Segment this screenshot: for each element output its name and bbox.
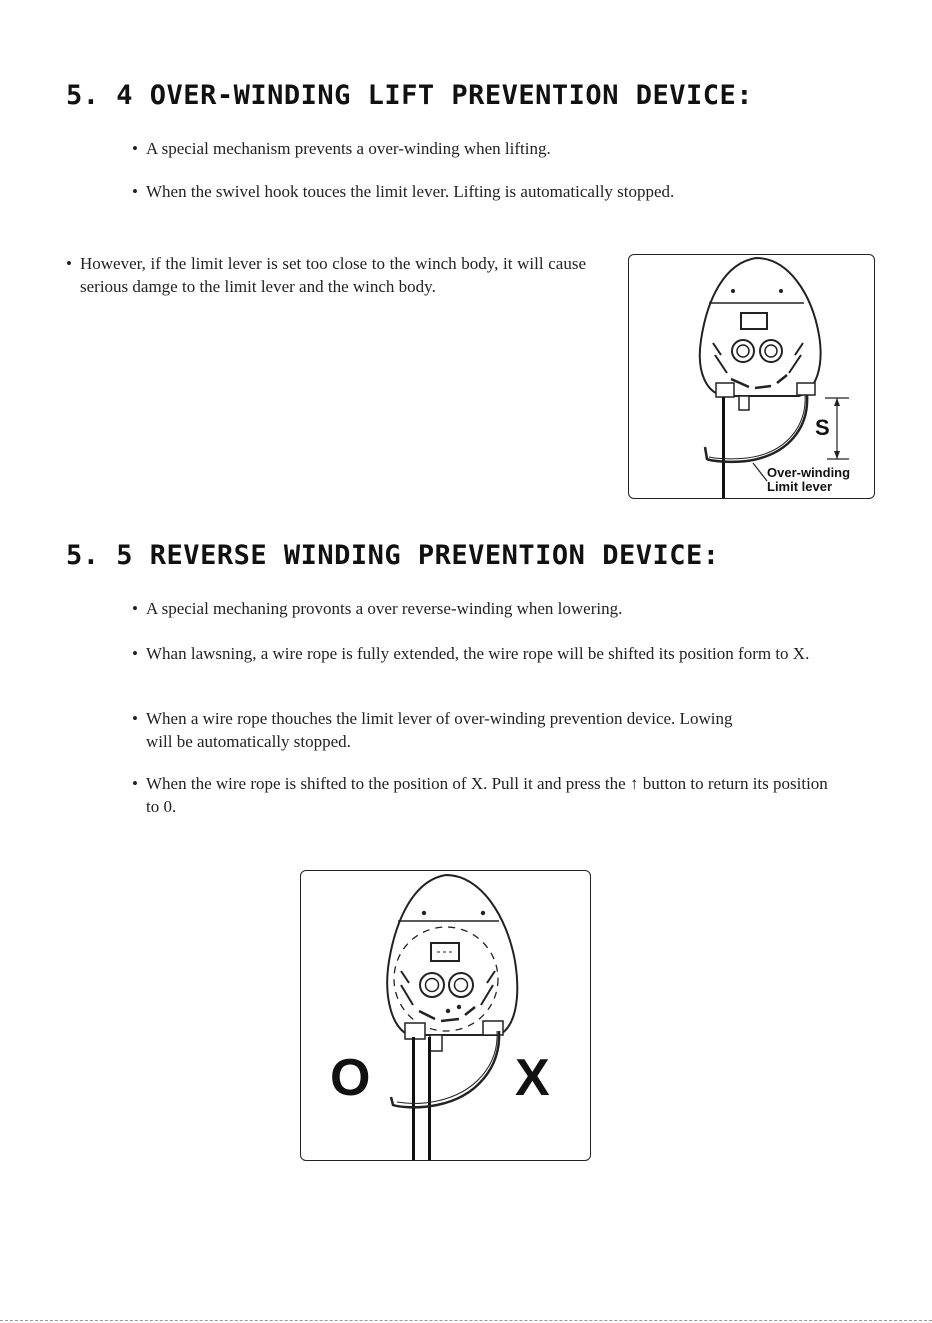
limit-lever	[391, 1031, 499, 1107]
winch-diagram	[629, 255, 874, 498]
section-number: 5. 4	[66, 80, 134, 111]
section-heading-5-4	[66, 80, 753, 111]
bullet-text: Whan lawsning, a wire rope is fully extended, the wire rope will be shifted its position form to X.	[146, 644, 810, 663]
bullet-text: When the wire rope is shifted to the position of X. Pull it and press the ↑ button to return its position to 0.	[146, 774, 828, 816]
bullet-item	[132, 180, 892, 203]
section-title: REVERSE WINDING PREVENTION DEVICE:	[149, 540, 720, 571]
figure-reverse-winding-positions	[300, 870, 591, 1161]
section-heading-5-5	[66, 540, 719, 571]
ng-position-mark: X	[515, 1049, 550, 1107]
bullet-dot: •	[132, 644, 138, 663]
bullet-dot: •	[132, 599, 138, 618]
bullet-dot: •	[132, 139, 138, 158]
bullet-item	[132, 642, 822, 665]
warning-note-text: However, if the limit lever is set too close to the winch body, it will cause serious damge to the limit lever and the winch body.	[80, 254, 586, 296]
limit-lever	[705, 395, 807, 462]
bullet-dot: •	[132, 709, 138, 728]
bullet-item	[132, 707, 752, 753]
section-title: OVER-WINDING LIFT PREVENTION DEVICE:	[149, 80, 753, 111]
callout-label-line2: Limit lever	[767, 479, 833, 494]
winch-position-diagram	[301, 871, 590, 1160]
bullet-dot: •	[132, 774, 138, 793]
bullet-item	[132, 597, 832, 620]
section-number: 5. 5	[66, 540, 134, 571]
bullet-item	[132, 137, 892, 160]
bullet-text: When the swivel hook touces the limit lever. Lifting is automatically stopped.	[146, 182, 675, 201]
bullet-dot: •	[132, 182, 138, 201]
dimension-label-s: S	[815, 415, 830, 440]
bullet-item	[132, 772, 832, 818]
bullet-text: A special mechanism prevents a over-winding when lifting.	[146, 139, 551, 158]
bullet-text: When a wire rope thouches the limit lever of over-winding prevention device. Lowing will be automatically stopped.	[146, 709, 733, 751]
page-bottom-rule	[0, 1320, 932, 1321]
figure-over-winding-limit-lever	[628, 254, 875, 499]
warning-note	[66, 252, 586, 298]
control-panel-icon	[741, 313, 767, 329]
callout-label-line1: Over-winding	[767, 465, 851, 480]
wire-rope-position-x	[428, 1037, 431, 1160]
ok-position-mark: O	[330, 1049, 371, 1107]
bullet-dot: •	[66, 254, 72, 273]
bullet-text: A special mechaning provonts a over reverse-winding when lowering.	[146, 599, 623, 618]
wire-rope-position-o	[412, 1037, 415, 1160]
wire-rope	[722, 397, 725, 498]
